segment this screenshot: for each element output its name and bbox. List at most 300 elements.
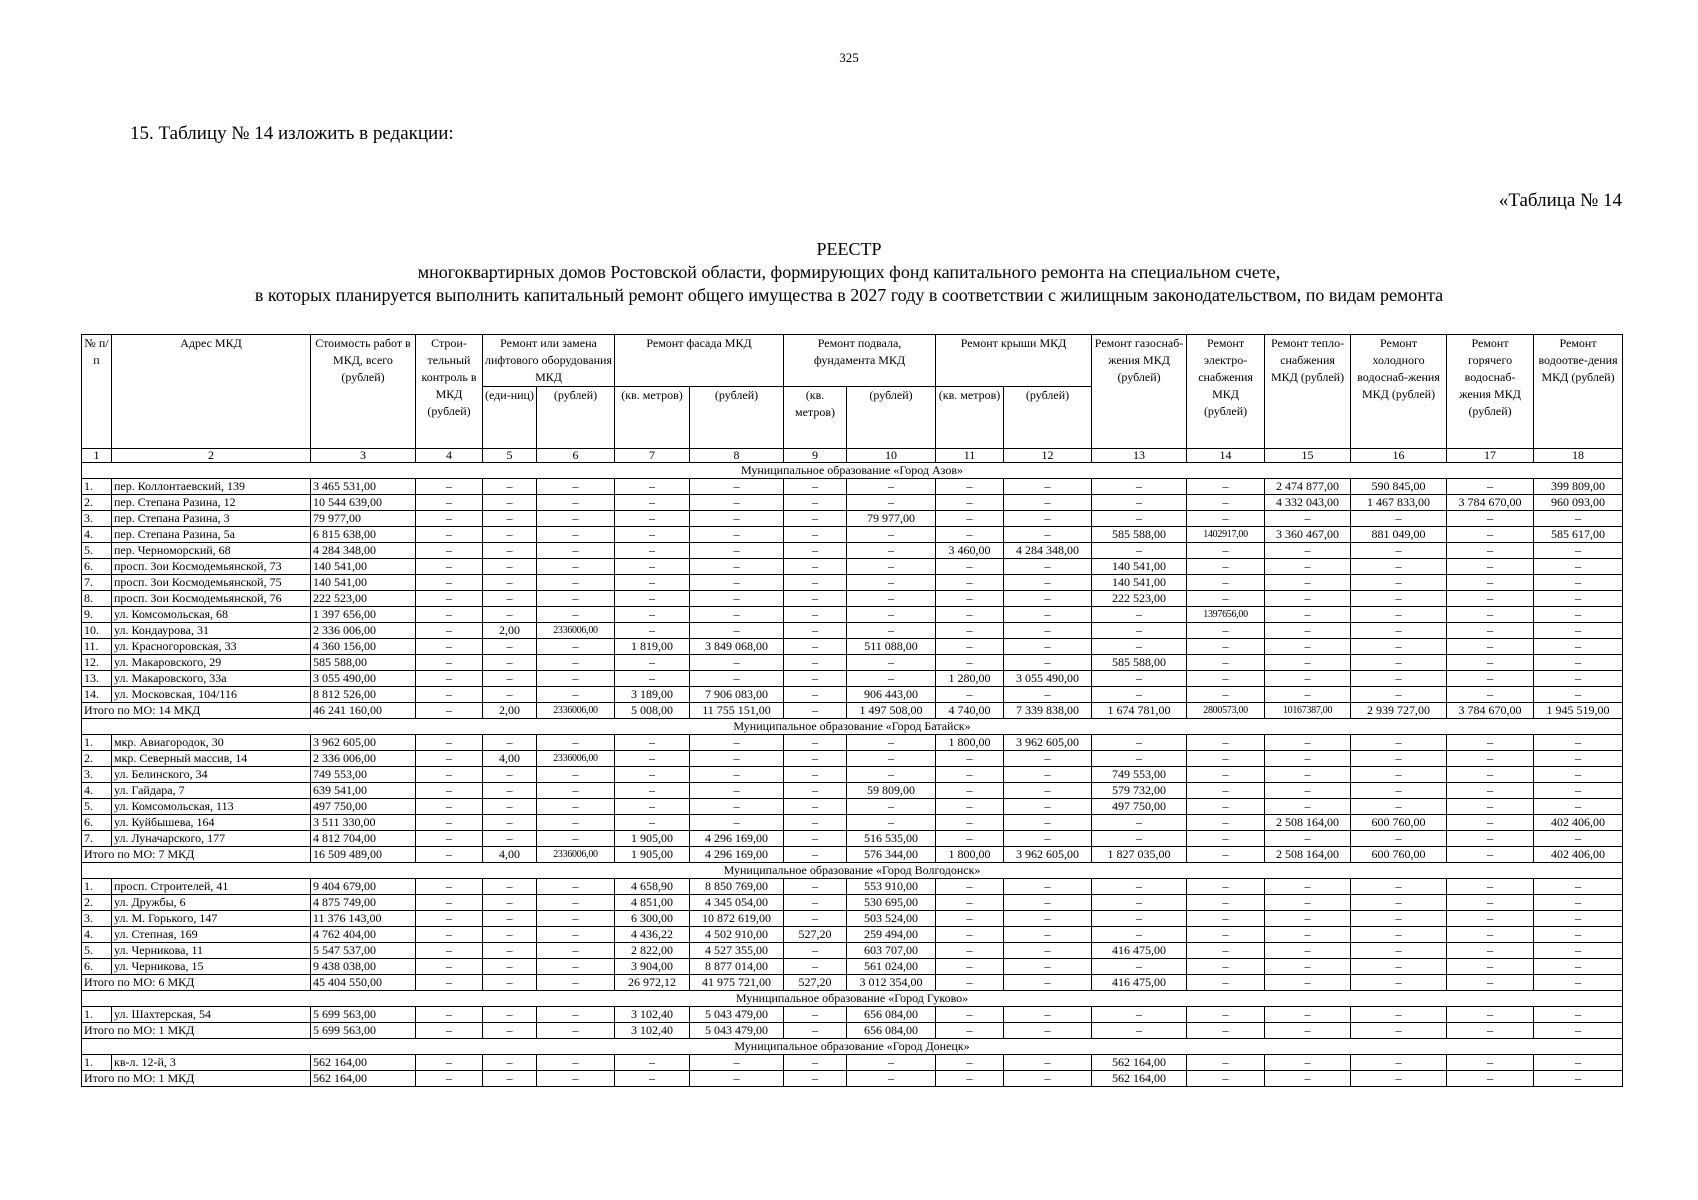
table-cell: 579 732,00 (1092, 783, 1187, 799)
table-cell: – (847, 575, 936, 591)
municipality-title: Муниципальное образование «Город Волгодонск» (82, 863, 1623, 879)
table-cell: – (615, 799, 690, 815)
table-cell: – (1092, 623, 1187, 639)
table-row (82, 655, 1623, 671)
column-number: 18 (1534, 449, 1623, 463)
table-cell: – (1534, 735, 1623, 751)
row-number: 14. (82, 687, 112, 703)
table-cell: – (1187, 687, 1265, 703)
total-cost-cell: 222 523,00 (311, 591, 416, 607)
table-cell: – (537, 511, 615, 527)
table-cell: – (1534, 911, 1623, 927)
table-cell: – (615, 751, 690, 767)
table-cell: 4 527 355,00 (690, 943, 784, 959)
table-cell: – (1265, 1055, 1351, 1071)
table-cell: – (847, 543, 936, 559)
row-number: 1. (82, 1007, 112, 1023)
table-cell: – (1265, 943, 1351, 959)
table-cell: – (936, 559, 1004, 575)
total-cell: – (784, 703, 847, 719)
table-cell: – (1447, 767, 1534, 783)
table-row (82, 527, 1623, 543)
table-cell: – (1004, 607, 1092, 623)
table-cell: – (483, 607, 537, 623)
table-cell: – (416, 815, 483, 831)
table-cell: 3 460,00 (936, 543, 1004, 559)
municipality-title: Муниципальное образование «Город Батайск» (82, 719, 1623, 735)
table-cell: – (1092, 543, 1187, 559)
table-cell: – (1092, 831, 1187, 847)
table-cell: – (537, 479, 615, 495)
table-cell: – (1265, 831, 1351, 847)
table-cell: – (615, 815, 690, 831)
table-cell: – (537, 1055, 615, 1071)
row-number: 2. (82, 495, 112, 511)
table-cell: – (1534, 767, 1623, 783)
table-cell: – (847, 479, 936, 495)
table-cell: – (1447, 607, 1534, 623)
total-cell: – (1004, 975, 1092, 991)
total-cost-cell: 11 376 143,00 (311, 911, 416, 927)
table-cell: – (1534, 559, 1623, 575)
table-cell: – (1187, 623, 1265, 639)
table-cell: 600 760,00 (1351, 815, 1447, 831)
table-cell: – (1265, 623, 1351, 639)
table-cell: – (416, 527, 483, 543)
table-cell: – (1092, 1007, 1187, 1023)
table-cell: – (483, 543, 537, 559)
table-cell: – (1092, 511, 1187, 527)
total-cost-cell: 5 699 563,00 (311, 1007, 416, 1023)
table-cell: 4 436,22 (615, 927, 690, 943)
total-cost-cell: 4 360 156,00 (311, 639, 416, 655)
table-cell: – (1534, 639, 1623, 655)
table-cell: – (416, 927, 483, 943)
header-facade-sqm: (кв. метров) (615, 387, 690, 449)
table-cell: – (1534, 511, 1623, 527)
table-cell: – (1351, 735, 1447, 751)
table-cell: – (1351, 767, 1447, 783)
table-cell: – (1447, 511, 1534, 527)
row-number: 5. (82, 543, 112, 559)
address-cell: мкр. Авиагородок, 30 (112, 735, 311, 751)
table-row (82, 943, 1623, 959)
municipality-row (82, 991, 1623, 1007)
total-cell: 3 784 670,00 (1447, 703, 1534, 719)
address-cell: ул. Белинского, 34 (112, 767, 311, 783)
total-cost-cell: 749 553,00 (311, 767, 416, 783)
total-cell: 5 043 479,00 (690, 1023, 784, 1039)
total-cell: – (1187, 1071, 1265, 1087)
table-cell: – (784, 511, 847, 527)
total-row (82, 847, 1623, 863)
table-cell: 527,20 (784, 927, 847, 943)
table-cell: – (537, 815, 615, 831)
table-cell: 2,00 (483, 623, 537, 639)
total-cost-cell: 79 977,00 (311, 511, 416, 527)
table-cell: – (483, 1007, 537, 1023)
table-cell: 140 541,00 (1092, 559, 1187, 575)
table-cell: – (1187, 895, 1265, 911)
table-cell: 10 872 619,00 (690, 911, 784, 927)
table-cell: – (537, 799, 615, 815)
row-number: 6. (82, 559, 112, 575)
table-cell: – (936, 591, 1004, 607)
total-cell: – (1092, 1023, 1187, 1039)
table-cell: – (483, 1055, 537, 1071)
table-cell: – (1351, 623, 1447, 639)
table-cell: – (1351, 639, 1447, 655)
table-cell: – (416, 607, 483, 623)
table-cell: – (483, 783, 537, 799)
table-cell: – (936, 751, 1004, 767)
table-cell: 3 962 605,00 (1004, 735, 1092, 751)
table-cell: – (416, 911, 483, 927)
table-row (82, 911, 1623, 927)
table-cell: 79 977,00 (847, 511, 936, 527)
total-cell: – (1447, 847, 1534, 863)
table-cell: – (483, 943, 537, 959)
total-cell: 1 905,00 (615, 847, 690, 863)
table-cell: – (847, 815, 936, 831)
table-cell: – (483, 559, 537, 575)
table-cell: – (537, 895, 615, 911)
table-cell: – (784, 623, 847, 639)
table-cell: – (483, 735, 537, 751)
row-number: 4. (82, 527, 112, 543)
table-cell: – (936, 607, 1004, 623)
total-cell: 2 939 727,00 (1351, 703, 1447, 719)
table-cell: 1 819,00 (615, 639, 690, 655)
table-cell: – (416, 639, 483, 655)
table-cell: – (1447, 815, 1534, 831)
table-cell: – (690, 623, 784, 639)
table-cell: – (416, 959, 483, 975)
row-number: 2. (82, 895, 112, 911)
header-facade-rub: (рублей) (690, 387, 784, 449)
table-cell: – (416, 511, 483, 527)
table-cell: 960 093,00 (1534, 495, 1623, 511)
table-cell: – (1187, 511, 1265, 527)
header-heat: Ремонт тепло-снабжения МКД (рублей) (1265, 335, 1351, 449)
total-cell: 656 084,00 (847, 1023, 936, 1039)
table-cell: – (936, 927, 1004, 943)
table-cell: 259 494,00 (847, 927, 936, 943)
table-cell: – (690, 543, 784, 559)
table-cell: – (615, 495, 690, 511)
table-cell: – (537, 575, 615, 591)
table-cell: – (483, 479, 537, 495)
total-cell: – (483, 975, 537, 991)
table-cell: – (1187, 655, 1265, 671)
table-cell: 656 084,00 (847, 1007, 936, 1023)
column-number: 8 (690, 449, 784, 463)
total-cell: 7 339 838,00 (1004, 703, 1092, 719)
table-cell: – (784, 959, 847, 975)
table-cell: – (1187, 799, 1265, 815)
header-total: Стоимость работ в МКД, всего (рублей) (311, 335, 416, 449)
table-cell: – (416, 591, 483, 607)
table-cell: – (1534, 543, 1623, 559)
table-cell: – (416, 479, 483, 495)
table-cell: – (1351, 655, 1447, 671)
table-cell: – (1351, 559, 1447, 575)
table-cell: – (690, 799, 784, 815)
table-cell: – (936, 527, 1004, 543)
table-cell: – (1004, 879, 1092, 895)
header-lift-rub: (рублей) (537, 387, 615, 449)
total-cell: – (1265, 1071, 1351, 1087)
table-cell: – (1351, 591, 1447, 607)
table-cell: – (483, 959, 537, 975)
total-cost-cell: 3 465 531,00 (311, 479, 416, 495)
table-cell: – (1351, 799, 1447, 815)
table-cell: 906 443,00 (847, 687, 936, 703)
table-cell: – (1265, 927, 1351, 943)
table-cell: – (1351, 959, 1447, 975)
intro-paragraph: 15. Таблицу № 14 изложить в редакции: (130, 123, 454, 144)
table-cell: 2 474 877,00 (1265, 479, 1351, 495)
municipality-title: Муниципальное образование «Город Донецк» (82, 1039, 1623, 1055)
table-cell: – (1265, 559, 1351, 575)
row-number: 1. (82, 735, 112, 751)
table-cell: – (483, 671, 537, 687)
header-roof-rub: (рублей) (1004, 387, 1092, 449)
table-cell: – (416, 655, 483, 671)
table-cell: – (1265, 767, 1351, 783)
table-row (82, 639, 1623, 655)
total-cell: 5 008,00 (615, 703, 690, 719)
table-cell: – (1534, 591, 1623, 607)
table-cell: – (1534, 687, 1623, 703)
table-cell: – (1534, 927, 1623, 943)
table-cell: – (1265, 911, 1351, 927)
total-label: Итого по МО: 1 МКД (82, 1071, 311, 1087)
table-cell: – (690, 575, 784, 591)
table-row (82, 895, 1623, 911)
total-cost-cell: 140 541,00 (311, 575, 416, 591)
table-cell: – (1447, 527, 1534, 543)
table-row (82, 671, 1623, 687)
total-cost-cell: 9 438 038,00 (311, 959, 416, 975)
address-cell: ул. Комсомольская, 113 (112, 799, 311, 815)
table-cell: – (1004, 943, 1092, 959)
table-row (82, 815, 1623, 831)
table-cell: – (784, 607, 847, 623)
table-cell: – (784, 655, 847, 671)
table-cell: – (1187, 943, 1265, 959)
table-cell: – (936, 1007, 1004, 1023)
municipality-row (82, 463, 1623, 479)
total-cell: 1 674 781,00 (1092, 703, 1187, 719)
table-row (82, 767, 1623, 783)
table-cell: – (1447, 1055, 1534, 1071)
table-cell: – (1265, 751, 1351, 767)
total-cell: 41 975 721,00 (690, 975, 784, 991)
table-cell: 3 360 467,00 (1265, 527, 1351, 543)
row-number: 7. (82, 831, 112, 847)
table-cell: – (784, 479, 847, 495)
table-row (82, 543, 1623, 559)
table-cell: – (416, 543, 483, 559)
table-cell: 590 845,00 (1351, 479, 1447, 495)
table-cell: – (1187, 639, 1265, 655)
total-cell: – (483, 1023, 537, 1039)
table-cell: 402 406,00 (1534, 815, 1623, 831)
table-cell: – (1351, 607, 1447, 623)
table-cell: 1 800,00 (936, 735, 1004, 751)
table-cell: – (416, 495, 483, 511)
table-cell: – (1187, 927, 1265, 943)
table-cell: – (1351, 927, 1447, 943)
table-cell: – (483, 799, 537, 815)
table-cell: – (1265, 783, 1351, 799)
table-cell: – (936, 655, 1004, 671)
table-cell: – (690, 735, 784, 751)
column-number: 11 (936, 449, 1004, 463)
table-cell: – (690, 751, 784, 767)
table-label: «Таблица № 14 (1498, 190, 1622, 211)
table-cell: – (483, 895, 537, 911)
table-cell: 1 280,00 (936, 671, 1004, 687)
table-cell: – (690, 767, 784, 783)
table-cell: – (936, 895, 1004, 911)
table-cell: – (936, 639, 1004, 655)
table-cell: – (1447, 623, 1534, 639)
table-cell: 3 849 068,00 (690, 639, 784, 655)
table-cell: – (537, 543, 615, 559)
table-cell: – (847, 559, 936, 575)
register-title (0, 238, 1698, 307)
total-cost-cell: 3 511 330,00 (311, 815, 416, 831)
table-cell: – (1265, 607, 1351, 623)
total-cell: – (936, 1023, 1004, 1039)
table-cell: – (690, 591, 784, 607)
table-cell: – (1534, 831, 1623, 847)
table-cell: 3 055 490,00 (1004, 671, 1092, 687)
total-cost-cell: 8 812 526,00 (311, 687, 416, 703)
row-number: 6. (82, 815, 112, 831)
table-cell: – (1351, 511, 1447, 527)
table-cell: – (1351, 783, 1447, 799)
table-cell: – (784, 671, 847, 687)
table-cell: – (1265, 799, 1351, 815)
total-row (82, 975, 1623, 991)
table-cell: – (1447, 895, 1534, 911)
table-cell: – (1534, 943, 1623, 959)
header-electric: Ремонт электро-снабжения МКД (рублей) (1187, 335, 1265, 449)
table-cell: – (416, 767, 483, 783)
total-cell: 46 241 160,00 (311, 703, 416, 719)
table-cell: – (784, 895, 847, 911)
address-cell: ул. Красногоровская, 33 (112, 639, 311, 655)
table-cell: – (1534, 879, 1623, 895)
table-cell: – (1265, 1007, 1351, 1023)
total-cell: – (936, 1071, 1004, 1087)
table-cell: 749 553,00 (1092, 767, 1187, 783)
table-cell: – (690, 607, 784, 623)
header-cold-water: Ремонт холодного водоснаб-жения МКД (рублей) (1351, 335, 1447, 449)
total-label: Итого по МО: 14 МКД (82, 703, 311, 719)
table-cell: – (1447, 559, 1534, 575)
table-cell: 140 541,00 (1092, 575, 1187, 591)
table-row (82, 495, 1623, 511)
table-cell: – (936, 767, 1004, 783)
table-cell: – (537, 927, 615, 943)
total-cell: 562 164,00 (311, 1071, 416, 1087)
table-cell: – (936, 495, 1004, 511)
row-number: 7. (82, 575, 112, 591)
header-basement: Ремонт подвала, фундамента МКД (784, 335, 936, 387)
table-cell: – (784, 639, 847, 655)
table-cell: – (537, 495, 615, 511)
table-cell: – (1004, 655, 1092, 671)
table-cell: – (1534, 751, 1623, 767)
table-cell: – (1447, 543, 1534, 559)
address-cell: пер. Степана Разина, 12 (112, 495, 311, 511)
table-cell: – (1187, 879, 1265, 895)
table-cell: – (1004, 927, 1092, 943)
table-cell: – (1351, 943, 1447, 959)
table-cell: – (1447, 943, 1534, 959)
table-row (82, 511, 1623, 527)
total-cell: – (1351, 975, 1447, 991)
table-cell: – (847, 767, 936, 783)
table-cell: – (1447, 831, 1534, 847)
table-cell: – (1004, 479, 1092, 495)
address-cell: пер. Коллонтаевский, 139 (112, 479, 311, 495)
table-row (82, 575, 1623, 591)
table-cell: – (1092, 495, 1187, 511)
address-cell: ул. Московская, 104/116 (112, 687, 311, 703)
total-cost-cell: 4 284 348,00 (311, 543, 416, 559)
table-cell: – (1092, 671, 1187, 687)
table-cell: – (1351, 575, 1447, 591)
total-cell: – (1447, 975, 1534, 991)
table-cell: – (1447, 655, 1534, 671)
address-cell: ул. Дружбы, 6 (112, 895, 311, 911)
address-cell: ул. Гайдара, 7 (112, 783, 311, 799)
total-cost-cell: 4 875 749,00 (311, 895, 416, 911)
header-hot-water: Ремонт горячего водоснаб-жения МКД (рублей) (1447, 335, 1534, 449)
table-cell: – (416, 751, 483, 767)
total-cell: – (690, 1071, 784, 1087)
total-cell: – (1265, 1023, 1351, 1039)
total-cell: – (615, 1071, 690, 1087)
total-cell: – (483, 1071, 537, 1087)
table-cell: – (1004, 831, 1092, 847)
address-cell: ул. Куйбышева, 164 (112, 815, 311, 831)
table-cell: 561 024,00 (847, 959, 936, 975)
table-cell: – (784, 815, 847, 831)
table-cell: – (1265, 671, 1351, 687)
table-cell: – (936, 943, 1004, 959)
table-cell: – (847, 495, 936, 511)
address-cell: просп. Зои Космодемьянской, 73 (112, 559, 311, 575)
row-number: 13. (82, 671, 112, 687)
table-cell: – (1534, 623, 1623, 639)
total-cost-cell: 4 762 404,00 (311, 927, 416, 943)
address-cell: ул. Кондаурова, 31 (112, 623, 311, 639)
table-cell: – (483, 911, 537, 927)
table-cell: – (847, 655, 936, 671)
table-cell: – (1351, 1055, 1447, 1071)
table-cell: 1397656,00 (1187, 607, 1265, 623)
table-cell: – (537, 1007, 615, 1023)
table-cell: 2336006,00 (537, 623, 615, 639)
table-cell: – (1351, 1007, 1447, 1023)
table-cell: – (1351, 671, 1447, 687)
